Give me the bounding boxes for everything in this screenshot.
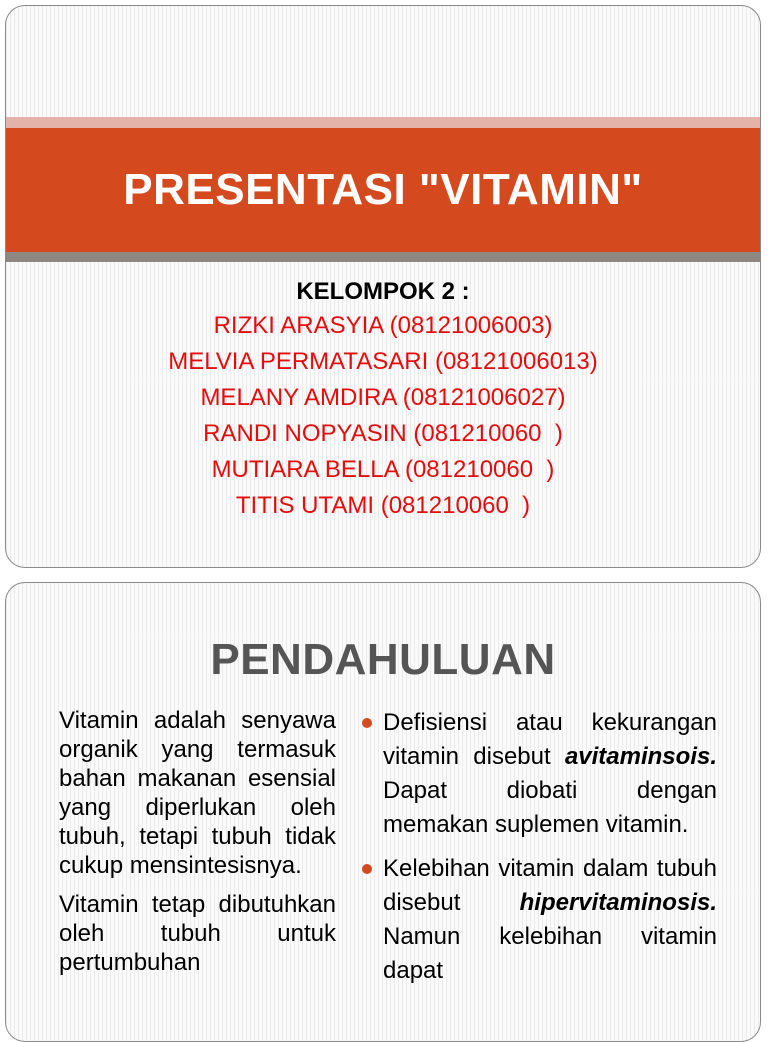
title-band	[6, 128, 760, 252]
bullet-text: Namun kelebihan vitamin dapat	[383, 923, 717, 984]
member-name: TITIS UTAMI (081210060 )	[235, 492, 531, 519]
bullet-text: Defisiensi atau kekurangan vitamin disebut	[383, 709, 717, 770]
member-name: MUTIARA BELLA (081210060 )	[211, 456, 555, 483]
bullet-item	[360, 852, 717, 988]
section-title: PENDAHULUAN	[210, 635, 556, 684]
member-name: RIZKI ARASYIA (08121006003)	[213, 312, 553, 339]
group-heading: KELOMPOK 2 :	[296, 278, 470, 305]
group-info	[6, 276, 760, 524]
bullet-dot-icon	[362, 718, 372, 728]
bullet-dot-icon	[362, 864, 372, 874]
left-column	[59, 706, 336, 987]
member-name: MELVIA PERMATASARI (08121006013)	[168, 348, 598, 375]
bullet-text: Dapat diobati dengan memakan suplemen vitamin.	[383, 777, 717, 838]
right-column	[360, 706, 717, 998]
bullet-text: Kelebihan vitamin dalam tubuh disebut	[383, 855, 717, 916]
paragraph: Vitamin tetap dibutuhkan oleh tubuh untuk pertumbuhan	[59, 891, 336, 976]
bullet-item	[360, 706, 717, 842]
paragraph: Vitamin adalah senyawa organik yang termasuk bahan makanan esensial yang diperlukan oleh tubuh, tetapi tubuh tidak cukup mensintesisnya.	[59, 707, 336, 879]
title-band-top	[6, 117, 760, 128]
bullet-emphasis: avitaminsois.	[564, 743, 717, 770]
bullet-emphasis: hipervitaminosis.	[519, 889, 717, 916]
slide-title: PRESENTASI "VITAMIN"	[123, 165, 643, 214]
member-name: RANDI NOPYASIN (081210060 )	[203, 420, 563, 447]
title-band-bottom	[6, 252, 760, 262]
intro-slide	[5, 582, 761, 1042]
member-name: MELANY AMDIRA (08121006027)	[200, 384, 566, 411]
title-slide	[5, 5, 761, 568]
